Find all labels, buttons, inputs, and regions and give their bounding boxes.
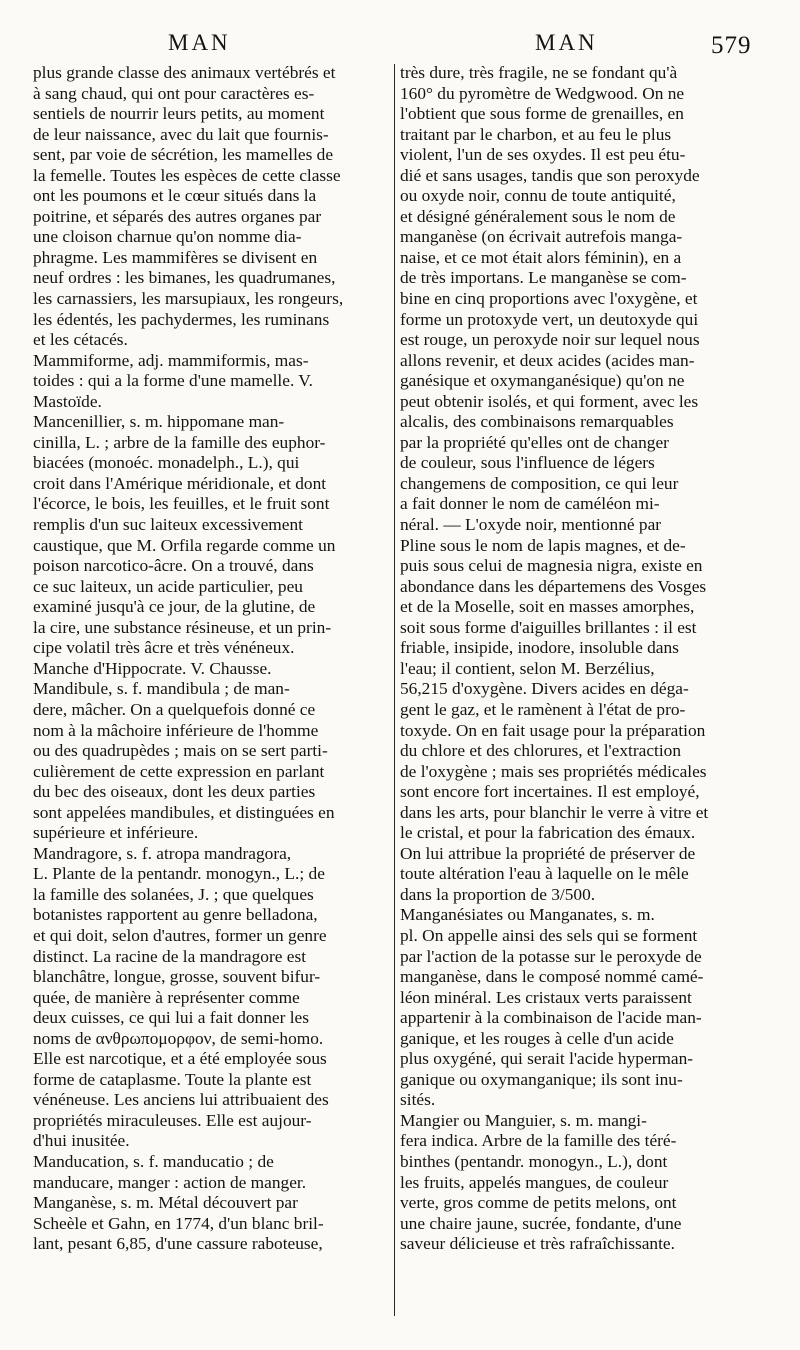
- left-column-line: botanistes rapportent au genre belladona,: [33, 905, 318, 925]
- right-column-line: peut obtenir isolés, et qui forment, avec les: [400, 391, 699, 411]
- right-column-line: verte, gros comme de petits melons, ont: [400, 1193, 677, 1213]
- right-column-line: gent le gaz, et le ramènent à l'état de pro-: [400, 699, 686, 719]
- right-column-line: de très importans. Le manganèse se com-: [400, 268, 687, 288]
- left-column-line: Manducation, s. f. manducatio ; de: [33, 1151, 274, 1171]
- left-column-line: la famille des solanées, J. ; que quelques: [33, 884, 314, 904]
- right-column-line: violent, l'un de ses oxydes. Il est peu étu-: [400, 145, 686, 165]
- left-column-line: caustique, que M. Orfila regarde comme un: [33, 535, 336, 555]
- left-column-line: sent, par voie de sécrétion, les mamelles de: [33, 145, 334, 165]
- left-column-line: poitrine, et séparés des autres organes par: [33, 206, 322, 226]
- right-column-line: du chlore et des chlorures, et l'extraction: [400, 741, 681, 761]
- left-column-line: l'écorce, le bois, les feuilles, et le fruit sont: [33, 494, 330, 514]
- left-column-line: Manganèse, s. m. Métal découvert par: [33, 1193, 298, 1213]
- left-column-line: Mandibule, s. f. mandibula ; de man-: [33, 679, 290, 699]
- right-column-line: fera indica. Arbre de la famille des téré-: [400, 1131, 677, 1151]
- right-column-line: manganèse (on écrivait autrefois manga-: [400, 227, 683, 247]
- left-column-line: culièrement de cette expression en parlant: [33, 761, 325, 781]
- right-column-line: les fruits, appelés mangues, de couleur: [400, 1172, 669, 1192]
- right-column-line: et de la Moselle, soit en masses amorphes,: [400, 597, 695, 617]
- left-column-line: L. Plante de la pentandr. monogyn., L.; de: [33, 864, 325, 884]
- left-column-line: examiné jusqu'à ce jour, de la glutine, de: [33, 597, 316, 617]
- left-column-line: les édentés, les pachydermes, les ruminans: [33, 309, 330, 329]
- left-column-line: ont les poumons et le cœur situés dans la: [33, 186, 317, 206]
- right-column-line: Mangier ou Manguier, s. m. mangi-: [400, 1110, 647, 1130]
- right-column-line: toxyde. On en fait usage pour la préparation: [400, 720, 706, 740]
- right-column-line: alcalis, des combinaisons remarquables: [400, 412, 674, 432]
- left-column-line: phragme. Les mammifères se divisent en: [33, 247, 318, 267]
- right-column-line: Manganésiates ou Manganates, s. m.: [400, 905, 655, 925]
- right-column-line: naise, et ce mot était alors féminin), en a: [400, 247, 682, 267]
- right-running-title: MAN: [535, 30, 598, 55]
- right-column-line: forme un protoxyde vert, un deutoxyde qui: [400, 309, 699, 329]
- right-column-line: manganèse, dans le composé nommé camé-: [400, 967, 704, 987]
- right-column-line: ou oxyde noir, connu de toute antiquité,: [400, 186, 676, 206]
- right-column: [400, 63, 766, 1255]
- left-column-line: forme de cataplasme. Toute la plante est: [33, 1069, 312, 1089]
- right-column-line: pl. On appelle ainsi des sels qui se forment: [400, 925, 698, 945]
- left-column-line: ce suc laiteux, un acide particulier, peu: [33, 576, 303, 596]
- right-column-line: bine en cinq proportions avec l'oxygène, et: [400, 289, 698, 309]
- left-column-line: plus grande classe des animaux vertébrés et: [33, 63, 336, 82]
- left-column-line: dere, mâcher. On a quelquefois donné ce: [33, 699, 316, 719]
- left-column-line: sont appelées mandibules, et distinguées en: [33, 802, 335, 822]
- left-column-line: lant, pesant 6,85, d'une cassure raboteuse,: [33, 1234, 323, 1254]
- right-column-line: l'eau; il contient, selon M. Berzélius,: [400, 658, 655, 678]
- right-column-line: ganique ou oxymanganique; ils sont inu-: [400, 1069, 683, 1089]
- left-column-line: une cloison charnue qu'on nomme dia-: [33, 227, 302, 247]
- right-column-line: 56,215 d'oxygène. Divers acides en déga-: [400, 679, 689, 699]
- right-column-line: et désigné généralement sous le nom de: [400, 206, 676, 226]
- left-column-line: sentiels de nourrir leurs petits, au moment: [33, 104, 325, 124]
- right-column-line: est rouge, un peroxyde noir sur lequel nous: [400, 330, 700, 350]
- left-column-line: toides : qui a la forme d'une mamelle. V.: [33, 371, 313, 391]
- right-column-line: par la propriété qu'elles ont de changer: [400, 432, 669, 452]
- right-column-line: traitant par le charbon, et au feu le plus: [400, 124, 672, 144]
- left-column-line: Mandragore, s. f. atropa mandragora,: [33, 843, 292, 863]
- right-column-line: dans la proportion de 3/500.: [400, 884, 596, 904]
- left-running-title: MAN: [168, 30, 231, 55]
- right-column-line: On lui attribue la propriété de préserver de: [400, 843, 696, 863]
- left-column-line: neuf ordres : les bimanes, les quadrumanes,: [33, 268, 336, 288]
- left-column-line: ou des quadrupèdes ; mais on se sert parti-: [33, 741, 328, 761]
- right-column-line: léon minéral. Les cristaux verts paraissent: [400, 987, 692, 1007]
- right-column-line: abondance dans les départemens des Vosges: [400, 576, 707, 596]
- left-column: [33, 63, 397, 1255]
- left-column-line: remplis d'un suc laiteux excessivement: [33, 515, 303, 535]
- left-column-line: et qui doit, selon d'autres, former un genre: [33, 925, 327, 945]
- right-column-line: sont encore fort incertaines. Il est employé,: [400, 782, 700, 802]
- left-column-line: deux cuisses, ce qui lui a fait donner les: [33, 1008, 309, 1028]
- left-column-line: noms de ανθρωπομορφον, de semi-homo.: [33, 1028, 324, 1048]
- right-column-line: puis sous celui de magnesia nigra, existe en: [400, 556, 703, 576]
- left-column-line: la cire, une substance résineuse, et un prin-: [33, 617, 332, 637]
- right-column-line: de couleur, sous l'influence de légers: [400, 453, 655, 473]
- left-column-line: vénéneuse. Les anciens lui attribuaient des: [33, 1090, 329, 1110]
- left-column-line: la femelle. Toutes les espèces de cette classe: [33, 165, 341, 185]
- right-column-line: plus oxygéné, qui serait l'acide hyperman-: [400, 1049, 694, 1069]
- left-column-line: Scheèle et Gahn, en 1774, d'un blanc bril-: [33, 1213, 324, 1233]
- right-column-line: friable, insipide, inodore, insoluble dans: [400, 638, 679, 658]
- right-column-line: sités.: [400, 1090, 436, 1110]
- right-column-line: de l'oxygène ; mais ses propriétés médicales: [400, 761, 707, 781]
- left-column-line: quée, de manière à représenter comme: [33, 987, 300, 1007]
- left-column-line: poison narcotico-âcre. On a trouvé, dans: [33, 556, 314, 576]
- right-column-line: une chaire jaune, sucrée, fondante, d'une: [400, 1213, 682, 1233]
- right-column-line: néral. — L'oxyde noir, mentionné par: [400, 515, 662, 535]
- right-column-line: appartenir à la combinaison de l'acide man-: [400, 1008, 702, 1028]
- left-column-line: supérieure et inférieure.: [33, 823, 199, 843]
- left-column-line: distinct. La racine de la mandragore est: [33, 946, 307, 966]
- left-column-line: cinilla, L. ; arbre de la famille des euphor-: [33, 432, 326, 452]
- right-column-line: allons revenir, et deux acides (acides man-: [400, 350, 695, 370]
- right-column-line: a fait donner le nom de caméléon mi-: [400, 494, 660, 514]
- left-column-line: Elle est narcotique, et a été employée sous: [33, 1049, 327, 1069]
- left-column-line: de leur naissance, avec du lait que fournis-: [33, 124, 329, 144]
- right-column-line: par l'action de la potasse sur le peroxyde de: [400, 946, 702, 966]
- left-column-line: Mammiforme, adj. mammiformis, mas-: [33, 350, 309, 370]
- left-column-line: cipe volatil très âcre et très vénéneux.: [33, 638, 295, 658]
- right-column-line: dié et sans usages, tandis que son peroxyde: [400, 165, 700, 185]
- left-column-line: les carnassiers, les marsupiaux, les rongeurs,: [33, 289, 344, 309]
- left-column-line: biacées (monoéc. monadelph., L.), qui: [33, 453, 300, 473]
- right-column-line: 160° du pyromètre de Wedgwood. On ne: [400, 83, 685, 103]
- running-header: [0, 30, 800, 60]
- right-column-line: toute altération l'eau à laquelle on le mêle: [400, 864, 689, 884]
- right-column-line: changemens de composition, ce qui leur: [400, 473, 679, 493]
- left-column-line: Mastoïde.: [33, 391, 102, 411]
- right-column-line: le cristal, et pour la fabrication des émaux.: [400, 823, 696, 843]
- right-column-line: saveur délicieuse et très rafraîchissante.: [400, 1234, 675, 1254]
- right-column-line: très dure, très fragile, ne se fondant qu'à: [400, 63, 678, 82]
- right-column-line: binthes (pentandr. monogyn., L.), dont: [400, 1151, 668, 1171]
- page-number: 579: [711, 32, 752, 59]
- right-column-line: ganésique et oxymanganésique) qu'on ne: [400, 371, 685, 391]
- left-column-line: croit dans l'Amérique méridionale, et dont: [33, 473, 327, 493]
- right-column-line: ganique, et les rouges à celle d'un acide: [400, 1028, 674, 1048]
- right-column-line: l'obtient que sous forme de grenailles, en: [400, 104, 684, 124]
- right-column-line: Pline sous le nom de lapis magnes, et de-: [400, 535, 686, 555]
- right-column-line: soit sous forme d'aiguilles brillantes : il est: [400, 617, 697, 637]
- right-column-line: dans les arts, pour blanchir le verre à vitre et: [400, 802, 709, 822]
- left-column-line: d'hui inusitée.: [33, 1131, 130, 1151]
- left-column-line: Mancenillier, s. m. hippomane man-: [33, 412, 285, 432]
- left-column-line: et les cétacés.: [33, 330, 128, 350]
- left-column-line: à sang chaud, qui ont pour caractères es-: [33, 83, 315, 103]
- left-column-line: du bec des oiseaux, dont les deux parties: [33, 782, 316, 802]
- left-column-line: propriétés miraculeuses. Elle est aujour-: [33, 1110, 312, 1130]
- left-column-line: nom à la mâchoire inférieure de l'homme: [33, 720, 319, 740]
- left-column-line: Manche d'Hippocrate. V. Chausse.: [33, 658, 272, 678]
- left-column-line: manducare, manger : action de manger.: [33, 1172, 307, 1192]
- left-column-line: blanchâtre, longue, grosse, souvent bifur-: [33, 967, 321, 987]
